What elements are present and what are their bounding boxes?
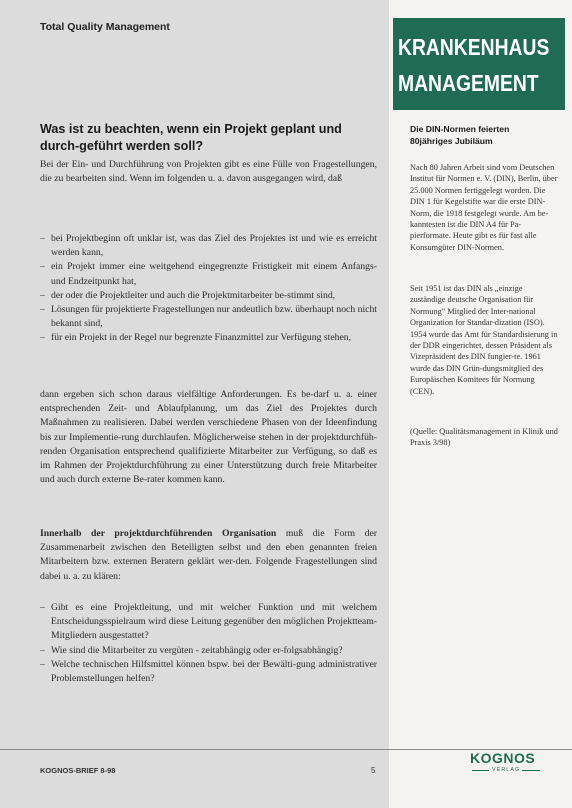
dash-marker: – <box>40 233 45 244</box>
logo-wordmark: KOGNOS <box>470 750 536 766</box>
banner-line-2: MANAGEMENT <box>398 70 539 96</box>
dash-marker: – <box>40 304 45 316</box>
list-item <box>40 658 377 686</box>
organisation-rest: muß die Form der Zusammenarbeit zwischen den Beteiligten selbst und den eben genannten freien Mitarbeitern bzw. externen Beratern geklärt wer-den. Folgende Fragestellungen sind dabei u. a. zu klären: <box>40 528 378 582</box>
conditions-list <box>40 232 377 346</box>
sidebar-source: (Quelle: Qualitätsmanagement in Klinik und Praxis 3/98) <box>410 427 558 448</box>
dash-marker: – <box>40 602 45 613</box>
sidebar-column <box>389 0 572 808</box>
list-item-text: Lösungen für projektierte Fragestellungen nur andeutlich bzw. überhaupt noch nicht bekannt sind, <box>51 304 377 330</box>
banner-line-1: KRANKENHAUS <box>398 34 550 60</box>
list-item <box>40 260 377 288</box>
requirements-paragraph: dann ergeben sich schon daraus vielfältige Anforderungen. Es be-darf u. a. einer entsprechenden Zeit- und Ablaufplanung, um das Ziel des Projektes durch Maßnahmen zu realisieren. Dabei werden verschiedene Phasen von der Ideenfindung bis zur Implementie-rung durchlaufen. Möglicherweise stehen in der projektdurchfüh-renden Organisation entsprechend qualifizierte Mitarbeiter zur Verfügung, so daß es im Rahmen der Projektdurchführung zu einer Unterstützung durch freie Mitarbeiter und auch durch externe Be-rater kommen kann. <box>40 389 377 486</box>
sidebar-paragraph-1: Nach 80 Jahren Arbeit sind vom Deutschen Institut für Normen e. V. (DIN), Berlin, über 25.000 Normen fertiggelegt worden. Die DIN 1 für Kegelstifte war die erste DIN-Norm, die 1918 festgelegt wurde. Am be-kanntesten ist die DIN A4 für Pa-pierformate. Heute gibt es für fast alle Konsumgüter DIN-Normen. <box>410 163 558 252</box>
list-item-text: für ein Projekt in der Regel nur begrenzte Finanzmittel zur Verfügung stehen, <box>51 332 352 344</box>
section-label: Total Quality Management <box>40 21 170 33</box>
list-item <box>40 303 377 331</box>
article-headline: Was ist zu beachten, wenn ein Projekt geplant und durch-geführt werden soll? <box>40 122 342 153</box>
list-item-text: bei Projektbeginn oft unklar ist, was das Ziel des Projektes ist und wie es erreicht werden kann, <box>51 233 377 259</box>
list-item <box>40 289 377 303</box>
list-item-text: ein Projekt immer eine weitgehend eingegrenzte Fristigkeit mit einem Anfangs- und Endzeitpunkt hat, <box>51 261 377 287</box>
list-item <box>40 232 377 260</box>
kognos-logo <box>470 750 550 778</box>
logo-rule-right <box>522 770 540 771</box>
sidebar-paragraph-2: Seit 1951 ist das DIN als „einzige zuständige deutsche Organisation für Normung" Mitglied der Inter-national Organization for Standar-dization (ISO). 1954 wurde das Amt für Standardisierung in der DDR eingerichtet, dessen Präsident als Vizepräsident des DIN fungier-te. 1961 wurde das DIN Grün-dungsmitglied des Europäischen Komitees für Normung (CEN). <box>410 284 558 396</box>
dash-marker: – <box>40 644 45 656</box>
dash-marker: – <box>40 261 45 273</box>
logo-rule-left <box>472 770 489 771</box>
dash-marker: – <box>40 332 45 344</box>
sidebar-title-line-1: Die DIN-Normen feierten <box>410 124 510 134</box>
sidebar-title-line-2: 80jähriges Jubiläum <box>410 136 493 146</box>
page-number: 5 <box>371 766 376 775</box>
list-item <box>40 331 377 345</box>
list-item-text: der oder die Projektleiter und auch die Projektmitarbeiter be-stimmt sind, <box>51 289 336 301</box>
list-item <box>40 601 377 644</box>
sidebar-title <box>410 123 560 147</box>
organisation-paragraph <box>40 527 377 584</box>
intro-paragraph: Bei der Ein- und Durchführung von Projekten gibt es eine Fülle von Fragestellungen, die zu bearbeiten sind. Wenn im folgenden u. a. davon ausgegangen wird, daß <box>40 159 377 185</box>
logo-subtitle: VERLAG <box>492 767 521 773</box>
dash-marker: – <box>40 658 45 670</box>
masthead-banner <box>393 18 565 110</box>
dash-marker: – <box>40 289 45 301</box>
list-item <box>40 644 377 658</box>
questions-list <box>40 601 377 686</box>
list-item-text: Welche technischen Hilfsmittel können bspw. bei der Bewälti-gung administrativer Problemstellungen helfen? <box>51 658 377 685</box>
organisation-lead: Innerhalb der projektdurchführenden Organisation <box>40 528 277 539</box>
footer-issue: KOGNOS-BRIEF 8-98 <box>40 766 116 775</box>
list-item-text: Gibt es eine Projektleitung, und mit welcher Funktion und mit welchem Entscheidungsspielraum wird diese Leitung gegenüber den möglichen Projektteam-Mitgliedern ausgestattet? <box>51 602 377 642</box>
list-item-text: Wie sind die Mitarbeiter zu vergüten - zeitabhängig oder er-folgsabhängig? <box>51 644 343 656</box>
